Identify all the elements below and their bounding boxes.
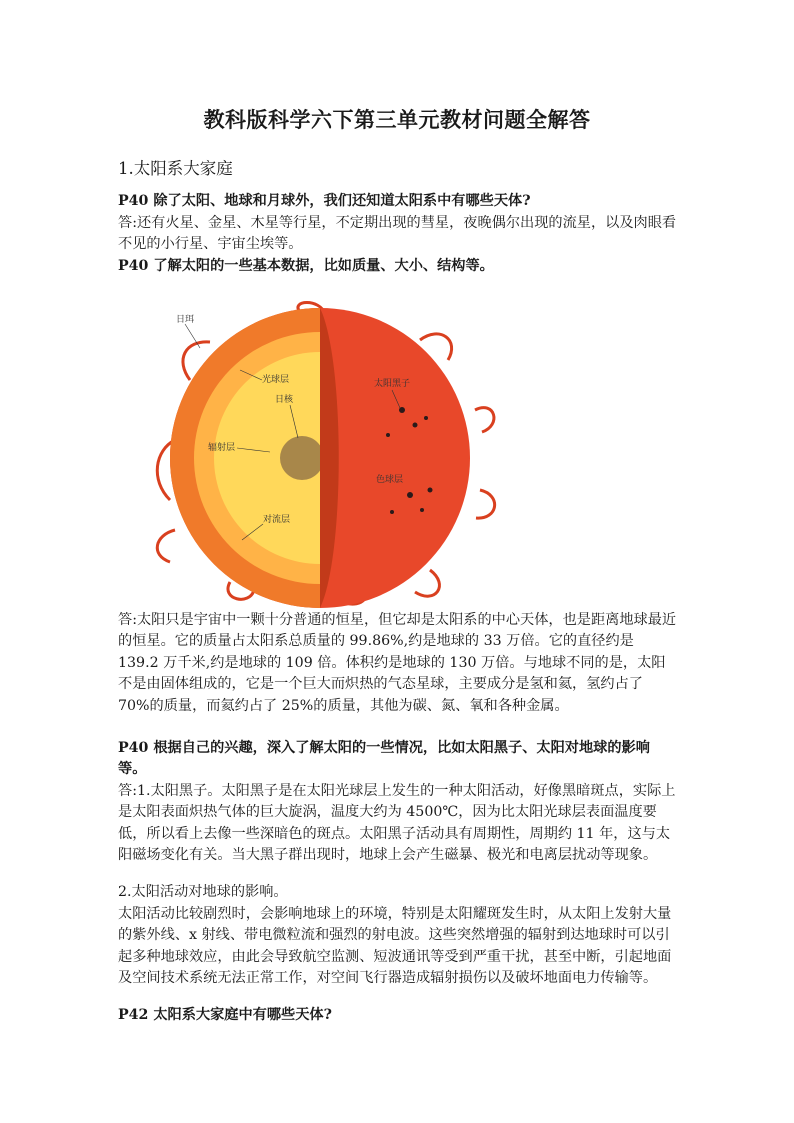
question-1: P40 除了太阳、地球和月球外，我们还知道太阳系中有哪些天体?	[118, 193, 531, 209]
document-title: 教科版科学六下第三单元教材问题全解答	[203, 108, 591, 132]
answer-3-part-2: 太阳活动比较剧烈时，会影响地球上的环境，特别是太阳耀斑发生时，从太阳上发射大量的紫外线、x 射线、带电微粒流和强烈的射电波。这些突然增强的辐射到达地球时可以引起多种地球效应，由此会导致航空监测、短波通讯等受到严重干扰，甚至中断，引起地面及空间技术系统无法正常工作，对空间飞行器造成辐射损伤以及破坏地面电力传输等。	[118, 906, 672, 987]
section-heading: 1.太阳系大家庭	[118, 159, 233, 178]
sun-core	[280, 436, 324, 480]
answer-2: 答:太阳只是宇宙中一颗十分普通的恒星，但它却是太阳系的中心天体，也是距离地球最近的恒星。它的质量占太阳系总质量的 99.86%,约是地球的 33 万倍。它的直径约是 139.2 万千米,约是地球的 109 倍。体积约是地球的 130 万倍。与地球不同的是，太阳不是由固体组成的，它是一个巨大而炽热的气态星球，主要成分是氢和氦，氢约占了 70%的质量，而氦约占了 25%的质量，其他为碳、氮、氧和各种金属。	[118, 612, 677, 714]
answer-3-part-1: 答:1.太阳黑子。太阳黑子是在太阳光球层上发生的一种太阳活动，好像黑暗斑点，实际上是太阳表面炽热气体的巨大旋涡，温度大约为 4500℃，因为比太阳光球层表面温度要低，所以看上去像一些深暗色的斑点。太阳黑子活动具有周期性，周期约 11 年，这与太阳磁场变化有关。当大黑子群出现时，地球上会产生磁暴、极光和电离层扰动等现象。	[118, 783, 676, 864]
label-radiation: 辐射层	[208, 443, 236, 453]
question-2: P40 了解太阳的一些基本数据，比如质量、大小、结构等。	[118, 258, 494, 274]
answer-3-part-2-title: 2.太阳活动对地球的影响。	[118, 884, 288, 900]
label-core: 日核	[275, 395, 294, 405]
question-3: P40 根据自己的兴趣，深入了解太阳的一些情况，比如太阳黑子、太阳对地球的影响等。	[118, 740, 650, 778]
question-4: P42 太阳系大家庭中有哪些天体?	[118, 1007, 332, 1023]
sun-diagram	[130, 300, 510, 608]
label-prominence: 日珥	[176, 315, 195, 325]
label-sunspot: 太阳黑子	[374, 379, 411, 389]
label-photosphere: 光球层	[262, 375, 290, 385]
sun-structure-figure	[130, 300, 510, 608]
answer-1: 答:还有火星、金星、木星等行星，不定期出现的彗星，夜晚偶尔出现的流星，以及肉眼看不见的小行星、宇宙尘埃等。	[118, 215, 677, 253]
label-chromosphere: 色球层	[376, 475, 404, 485]
label-convection: 对流层	[263, 515, 291, 525]
